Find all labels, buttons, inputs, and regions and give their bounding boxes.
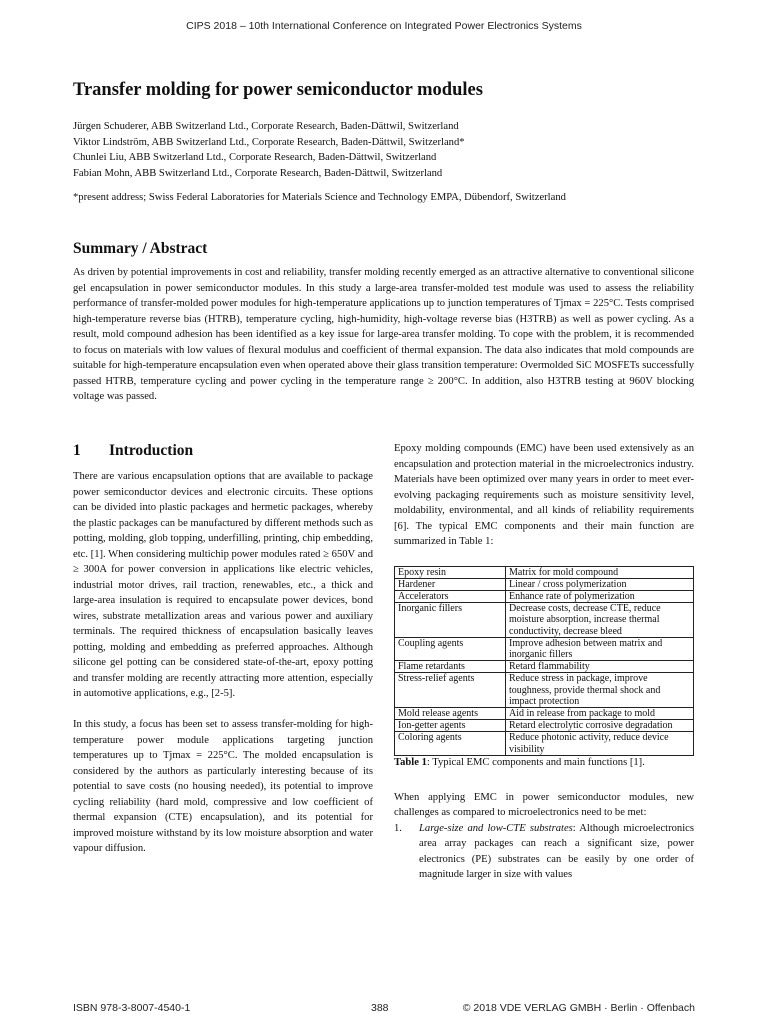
author-line: Chunlei Liu, ABB Switzerland Ltd., Corporate Research, Baden-Dättwil, Switzerland: [73, 152, 437, 163]
table-row: [395, 590, 694, 602]
author-line: Jürgen Schuderer, ABB Switzerland Ltd., Corporate Research, Baden-Dättwil, Switzerland: [73, 121, 459, 132]
component-cell: Coupling agents: [395, 637, 506, 660]
component-cell: Mold release agents: [395, 707, 506, 719]
table-row: [395, 637, 694, 660]
function-cell: Reduce stress in package, improve toughness, provide thermal shock and impact protection: [506, 673, 694, 708]
component-cell: Flame retardants: [395, 661, 506, 673]
table-row: [395, 673, 694, 708]
emc-components-table: [394, 566, 694, 756]
function-cell: Matrix for mold compound: [506, 566, 694, 578]
list-item: [394, 821, 694, 883]
isbn: ISBN 978-3-8007-4540-1: [73, 1002, 191, 1014]
author-line: Viktor Lindström, ABB Switzerland Ltd., Corporate Research, Baden-Dättwil, Switzerland*: [73, 136, 465, 148]
intro-paragraph: Epoxy molding compounds (EMC) have been used extensively as an encapsulation and protection material in the microelectronics industry. Materials have been optimized over many years in order to meet ever-evolving packaging requirements such as moisture sensitivity level, moldability, environmental, and all kinds of reliability requirements [6]. The typical EMC components and their main function are summarized in Table 1:: [394, 443, 694, 547]
function-cell: Retard electrolytic corrosive degradation: [506, 720, 694, 732]
table-caption: [394, 757, 694, 768]
section-heading: [73, 442, 193, 460]
component-cell: Ion-getter agents: [395, 720, 506, 732]
table-row: [395, 732, 694, 755]
function-cell: Enhance rate of polymerization: [506, 590, 694, 602]
list-item-text: [419, 821, 694, 883]
function-cell: Improve adhesion between matrix and inorganic fillers: [506, 637, 694, 660]
component-cell: Epoxy resin: [395, 566, 506, 578]
component-cell: Hardener: [395, 578, 506, 590]
section-title: Introduction: [109, 442, 194, 459]
running-header: CIPS 2018 – 10th International Conference on Integrated Power Electronics Systems: [186, 20, 582, 32]
table-row: [395, 707, 694, 719]
component-cell: Coloring agents: [395, 732, 506, 755]
function-cell: Decrease costs, decrease CTE, reduce moisture absorption, increase thermal conductivity, decrease bleed: [506, 603, 694, 638]
component-cell: Inorganic fillers: [395, 603, 506, 638]
component-cell: Accelerators: [395, 590, 506, 602]
function-cell: Reduce photonic activity, reduce device visibility: [506, 732, 694, 755]
summary-heading: Summary / Abstract: [73, 240, 208, 257]
author-line: Fabian Mohn, ABB Switzerland Ltd., Corporate Research, Baden-Dättwil, Switzerland: [73, 167, 443, 179]
present-address-note: *present address; Swiss Federal Laboratories for Materials Science and Technology EMPA, Dübendorf, Switzerland: [73, 192, 566, 203]
component-cell: Stress-relief agents: [395, 673, 506, 708]
function-cell: Linear / cross polymerization: [506, 578, 694, 590]
function-cell: Retard flammability: [506, 661, 694, 673]
left-column: [73, 469, 373, 857]
table-row: [395, 578, 694, 590]
section-number: 1: [73, 442, 81, 459]
list-item-body: : Although microelectronics area array packages can reach a significant size, power electronics (PE) substrates can be easily by one order of magnitude larger in size with values: [419, 822, 694, 881]
intro-paragraph: When applying EMC in power semiconductor modules, new challenges as compared to microelectronics need to be met:: [394, 791, 694, 819]
paper-title: Transfer molding for power semiconductor modules: [73, 80, 483, 100]
table-caption-text: : Typical EMC components and main functions [1].: [426, 756, 645, 768]
copyright: © 2018 VDE VERLAG GMBH · Berlin · Offenbach: [462, 1002, 695, 1014]
table-caption-label: Table 1: [394, 756, 427, 768]
list-marker: 1.: [394, 822, 402, 834]
table-row: [395, 566, 694, 578]
list-item-term: Large-size and low-CTE substrates: [419, 822, 573, 834]
table-row: [395, 661, 694, 673]
page-number: 388: [371, 1002, 389, 1014]
abstract-text: As driven by potential improvements in cost and reliability, transfer molding recently emerged as an attractive alternative to conventional silicone gel encapsulation in power semiconductor modules. In this study a large-area transfer-molded test module was used to assess the reliability performance of transfer-molded power modules for high-temperature applications up to junction temperatures of Tjmax = 225°C. Tests comprised high-temperature reverse bias (HTRB), temperature cycling, high-humidity, high-voltage reverse bias (H3TRB) as well as power cycling. As a result, mold compound adhesion has been identified as a key issue for large-area transfer molding. To cope with the problem, it is recommended to focus on materials with low values of flexural modulus and coefficient of thermal expansion. The data also indicates that mold compounds are suitable for high-temperature encapsulation even when operated above their glass transition temperature: Overmolded SiC MOSFETs successfully passed HTRB, temperature cycling and power cycling in the temperature range ≥ 200°C. In addition, also H3TRB testing at 960V blocking voltage was passed.: [73, 267, 694, 402]
right-column: [394, 441, 694, 883]
table-row: [395, 603, 694, 638]
intro-paragraph: In this study, a focus has been set to assess transfer-molding for high-temperature power module applications targeting junction temperatures up to Tjmax = 225°C. The molded encapsulation is considered by the authors as particularly interesting because of its potential to save costs (no housing needed), its potential to improve cycling reliability (hard mold, compressive and low coefficient of thermal expansion (CTE) encapsulation), and its potential for improved moisture withstand by its low moisture absorption and water vapour diffusion.: [73, 719, 373, 854]
table-row: [395, 720, 694, 732]
author-list: [73, 119, 465, 181]
function-cell: Aid in release from package to mold: [506, 707, 694, 719]
intro-paragraph: There are various encapsulation options that are available to package power semiconductor devices and electronic circuits. These options can be divided into plastic packages and hermetic packages, whereby the plastic packages can be manufactured by different methods such as potting, molding, glob topping, underfilling, printing, chip embedding, etc. [1]. When considering multichip power modules rated ≥ 650V and ≥ 300A for power conversion in applications like electric vehicles, industrial motor drives, rail traction, renewables, etc., a thick and large-area insulation is required to encapsulate power devices, bond wires, substrate metallization areas and various power and auxiliary terminals. The required thickness of encapsulation basically leaves potting, molding and embedding as preferred approaches. Although silicone gel potting can be considered state-of-the-art, epoxy potting and transfer molding are recently attracting more attention, especially in automotive applications, e.g., [2-5].: [73, 471, 373, 699]
